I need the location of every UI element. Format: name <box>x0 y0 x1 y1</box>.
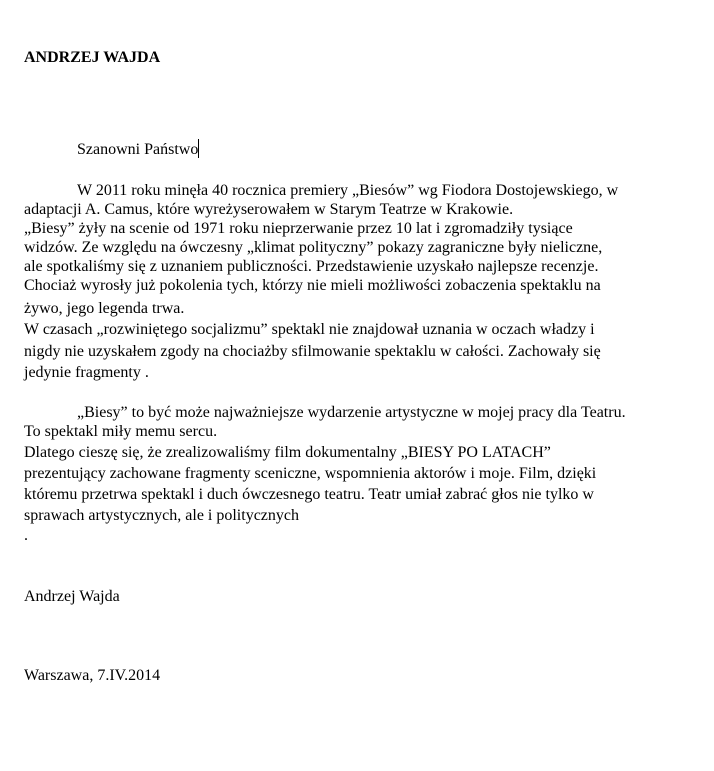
salutation: Szanowni Państwo <box>77 141 199 158</box>
paragraph1-line: żywo, jego legenda trwa. <box>24 300 185 317</box>
letter-heading: ANDRZEJ WAJDA <box>24 49 161 66</box>
paragraph1-line: widzów. Ze względu na ówczesny „klimat polityczny” pokazy zagraniczne były nieliczne, <box>24 239 603 256</box>
signature: Andrzej Wajda <box>24 588 120 605</box>
paragraph2-line: prezentujący zachowane fragmenty sceniczne, wspomnienia aktorów i moje. Film, dzięki <box>24 465 597 482</box>
paragraph1-line: jedynie fragmenty . <box>24 364 149 381</box>
place-date: Warszawa, 7.IV.2014 <box>24 667 161 684</box>
text-cursor <box>198 139 199 158</box>
paragraph2-line: To spektakl miły memu sercu. <box>24 423 218 440</box>
paragraph2-line: „Biesy” to być może najważniejsze wydarzenie artystyczne w mojej pracy dla Teatru. <box>77 404 626 421</box>
paragraph2-line: któremu przetrwa spektakl i duch ówczesnego teatru. Teatr umiał zabrać głos nie tylko w <box>24 486 594 503</box>
paragraph1-line: Chociaż wyrosły już pokolenia tych, którzy nie mieli możliwości zobaczenia spektaklu na <box>24 277 601 294</box>
paragraph1-line: nigdy nie uzyskałem zgody na chociażby sfilmowanie spektaklu w całości. Zachowały się <box>24 343 601 360</box>
paragraph2-line: . <box>24 527 28 544</box>
paragraph1-line: W czasach „rozwiniętego socjalizmu” spektakl nie znajdował uznania w oczach władzy i <box>24 321 595 338</box>
paragraph1-line: W 2011 roku minęła 40 rocznica premiery „Biesów” wg Fiodora Dostojewskiego, w <box>77 182 619 199</box>
paragraph1-line: adaptacji A. Camus, które wyreżyserowałem w Starym Teatrze w Krakowie. <box>24 201 514 218</box>
paragraph2-line: sprawach artystycznych, ale i politycznych <box>24 507 299 524</box>
paragraph1-line: ale spotkaliśmy się z uznaniem publiczności. Przedstawienie uzyskało najlepsze recenzje. <box>24 258 599 275</box>
paragraph1-line: „Biesy” żyły na scenie od 1971 roku nieprzerwanie przez 10 lat i zgromadziły tysiące <box>24 220 573 237</box>
paragraph2-line: Dlatego cieszę się, że zrealizowaliśmy film dokumentalny „BIESY PO LATACH” <box>24 444 551 461</box>
